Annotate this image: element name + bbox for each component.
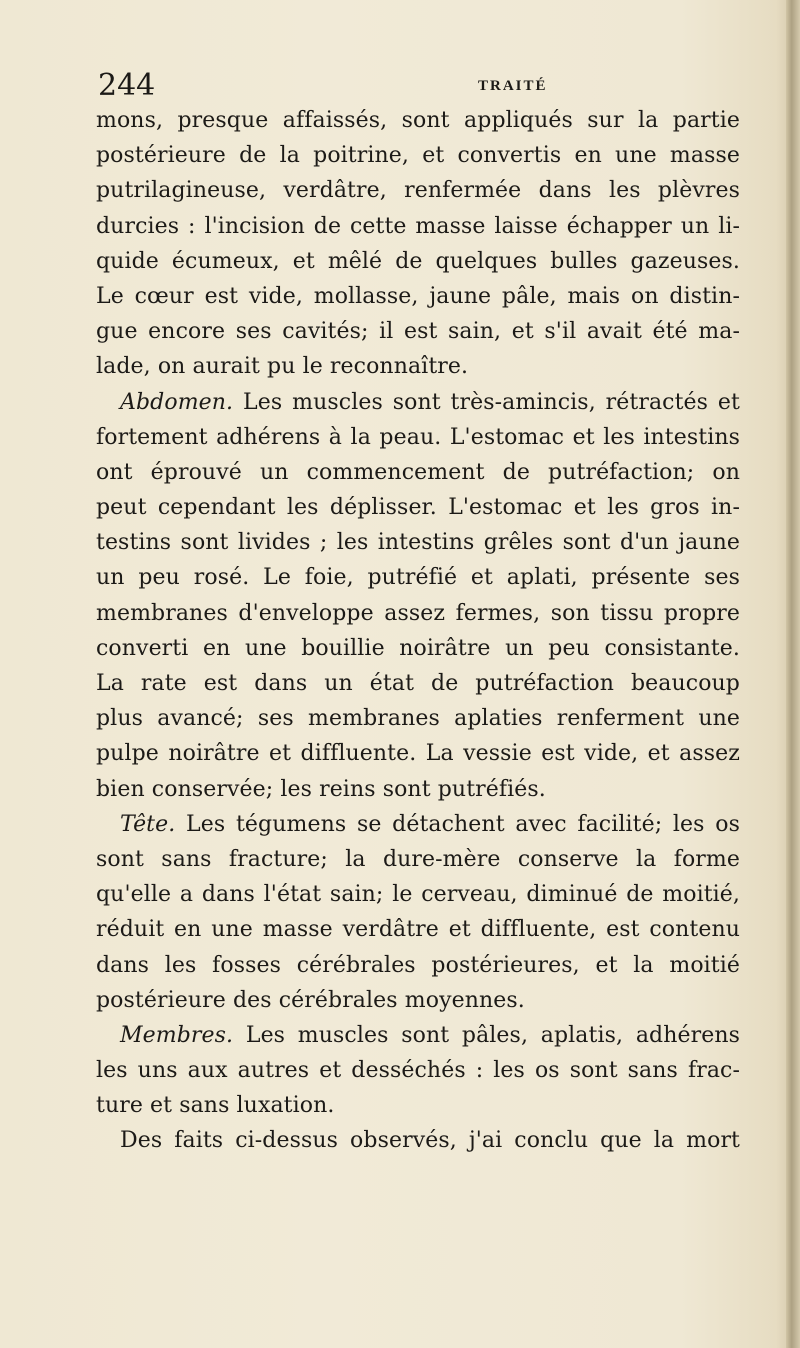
- line-text: les uns aux autres et desséchés : les os sont sans frac-: [96, 1058, 740, 1084]
- text-line: [96, 314, 740, 349]
- section-heading: Membres.: [120, 1022, 234, 1048]
- line-text: durcies : l'incision de cette masse laisse échapper un li-: [96, 213, 740, 239]
- page-edge: [786, 0, 800, 1348]
- text-line: [96, 490, 740, 525]
- text-line: [96, 912, 740, 947]
- body-text: [96, 103, 740, 1159]
- line-text: postérieure des cérébrales moyennes.: [96, 987, 525, 1013]
- text-line: [96, 1053, 740, 1088]
- line-text: sont sans fracture; la dure-mère conserve la forme: [96, 846, 740, 872]
- line-text: pulpe noirâtre et diffluente. La vessie est vide, et assez: [96, 741, 740, 767]
- line-text: La rate est dans un état de putréfaction beaucoup: [96, 671, 740, 696]
- line-text: bien conservée; les reins sont putréfiés.: [96, 776, 546, 802]
- line-text: qu'elle a dans l'état sain; le cerveau, diminué de moitié,: [96, 882, 740, 908]
- text-line: [96, 842, 740, 877]
- text-line: [96, 772, 740, 807]
- text-line: [96, 138, 740, 173]
- text-line: [96, 736, 740, 771]
- text-line: [96, 385, 740, 420]
- line-text: membranes d'enveloppe assez fermes, son tissu propre: [96, 600, 740, 626]
- line-text: ture et sans luxation.: [96, 1093, 335, 1119]
- line-text: peut cependant les déplisser. L'estomac et les gros in-: [96, 495, 740, 521]
- line-text: postérieure de la poitrine, et convertis en une masse: [96, 143, 740, 169]
- line-text: quide écumeux, et mêlé de quelques bulles gazeuses.: [96, 248, 740, 274]
- line-text: converti en une bouillie noirâtre un peu consistante.: [96, 635, 740, 661]
- text-line: [96, 807, 740, 842]
- line-text: gue encore ses cavités; il est sain, et s'il avait été ma-: [96, 319, 740, 345]
- section-heading: Abdomen.: [120, 389, 234, 415]
- line-text: ont éprouvé un commencement de putréfaction; on: [96, 459, 740, 485]
- line-text: Le cœur est vide, mollasse, jaune pâle, mais on distin-: [96, 283, 740, 309]
- text-line: [96, 560, 740, 595]
- line-text: putrilagineuse, verdâtre, renfermée dans les plèvres: [96, 178, 740, 204]
- line-text: Les tégumens se détachent avec facilité; les os: [175, 811, 740, 837]
- section-heading: Tête.: [120, 811, 176, 837]
- page-header: [98, 68, 738, 108]
- text-line: [96, 455, 740, 490]
- text-line: [96, 666, 740, 701]
- text-line: [96, 209, 740, 244]
- text-line: [96, 983, 740, 1018]
- text-line: [96, 596, 740, 631]
- line-text: réduit en une masse verdâtre et diffluente, est contenu: [96, 917, 740, 943]
- line-text: plus avancé; ses membranes aplaties renferment une: [96, 706, 740, 732]
- line-text: testins sont livides ; les intestins grêles sont d'un jaune: [96, 530, 740, 556]
- text-line: [96, 1018, 740, 1053]
- page-number: 244: [98, 68, 156, 103]
- text-line: [96, 244, 740, 279]
- line-text: Les muscles sont très-amincis, rétractés et: [233, 389, 740, 415]
- text-line: [96, 103, 740, 138]
- text-line: [96, 349, 740, 384]
- line-text: fortement adhérens à la peau. L'estomac et les intestins: [96, 424, 740, 450]
- text-line: [96, 948, 740, 983]
- line-text: Des faits ci-dessus observés, j'ai conclu que la mort: [120, 1128, 740, 1154]
- line-text: lade, on aurait pu le reconnaître.: [96, 354, 469, 380]
- line-text: mons, presque affaissés, sont appliqués sur la partie: [96, 108, 740, 133]
- text-line: [96, 1088, 740, 1123]
- line-text: Les muscles sont pâles, aplatis, adhérens: [233, 1022, 740, 1048]
- text-line: [96, 420, 740, 455]
- text-line: [96, 279, 740, 314]
- text-line: [96, 877, 740, 912]
- running-head: TRAITÉ: [478, 78, 548, 94]
- text-line: [96, 173, 740, 208]
- text-line: [96, 701, 740, 736]
- line-text: dans les fosses cérébrales postérieures, et la moitié: [96, 952, 740, 978]
- text-line: [96, 631, 740, 666]
- text-line: [96, 1123, 740, 1158]
- text-line: [96, 525, 740, 560]
- line-text: un peu rosé. Le foie, putréfié et aplati, présente ses: [96, 565, 740, 591]
